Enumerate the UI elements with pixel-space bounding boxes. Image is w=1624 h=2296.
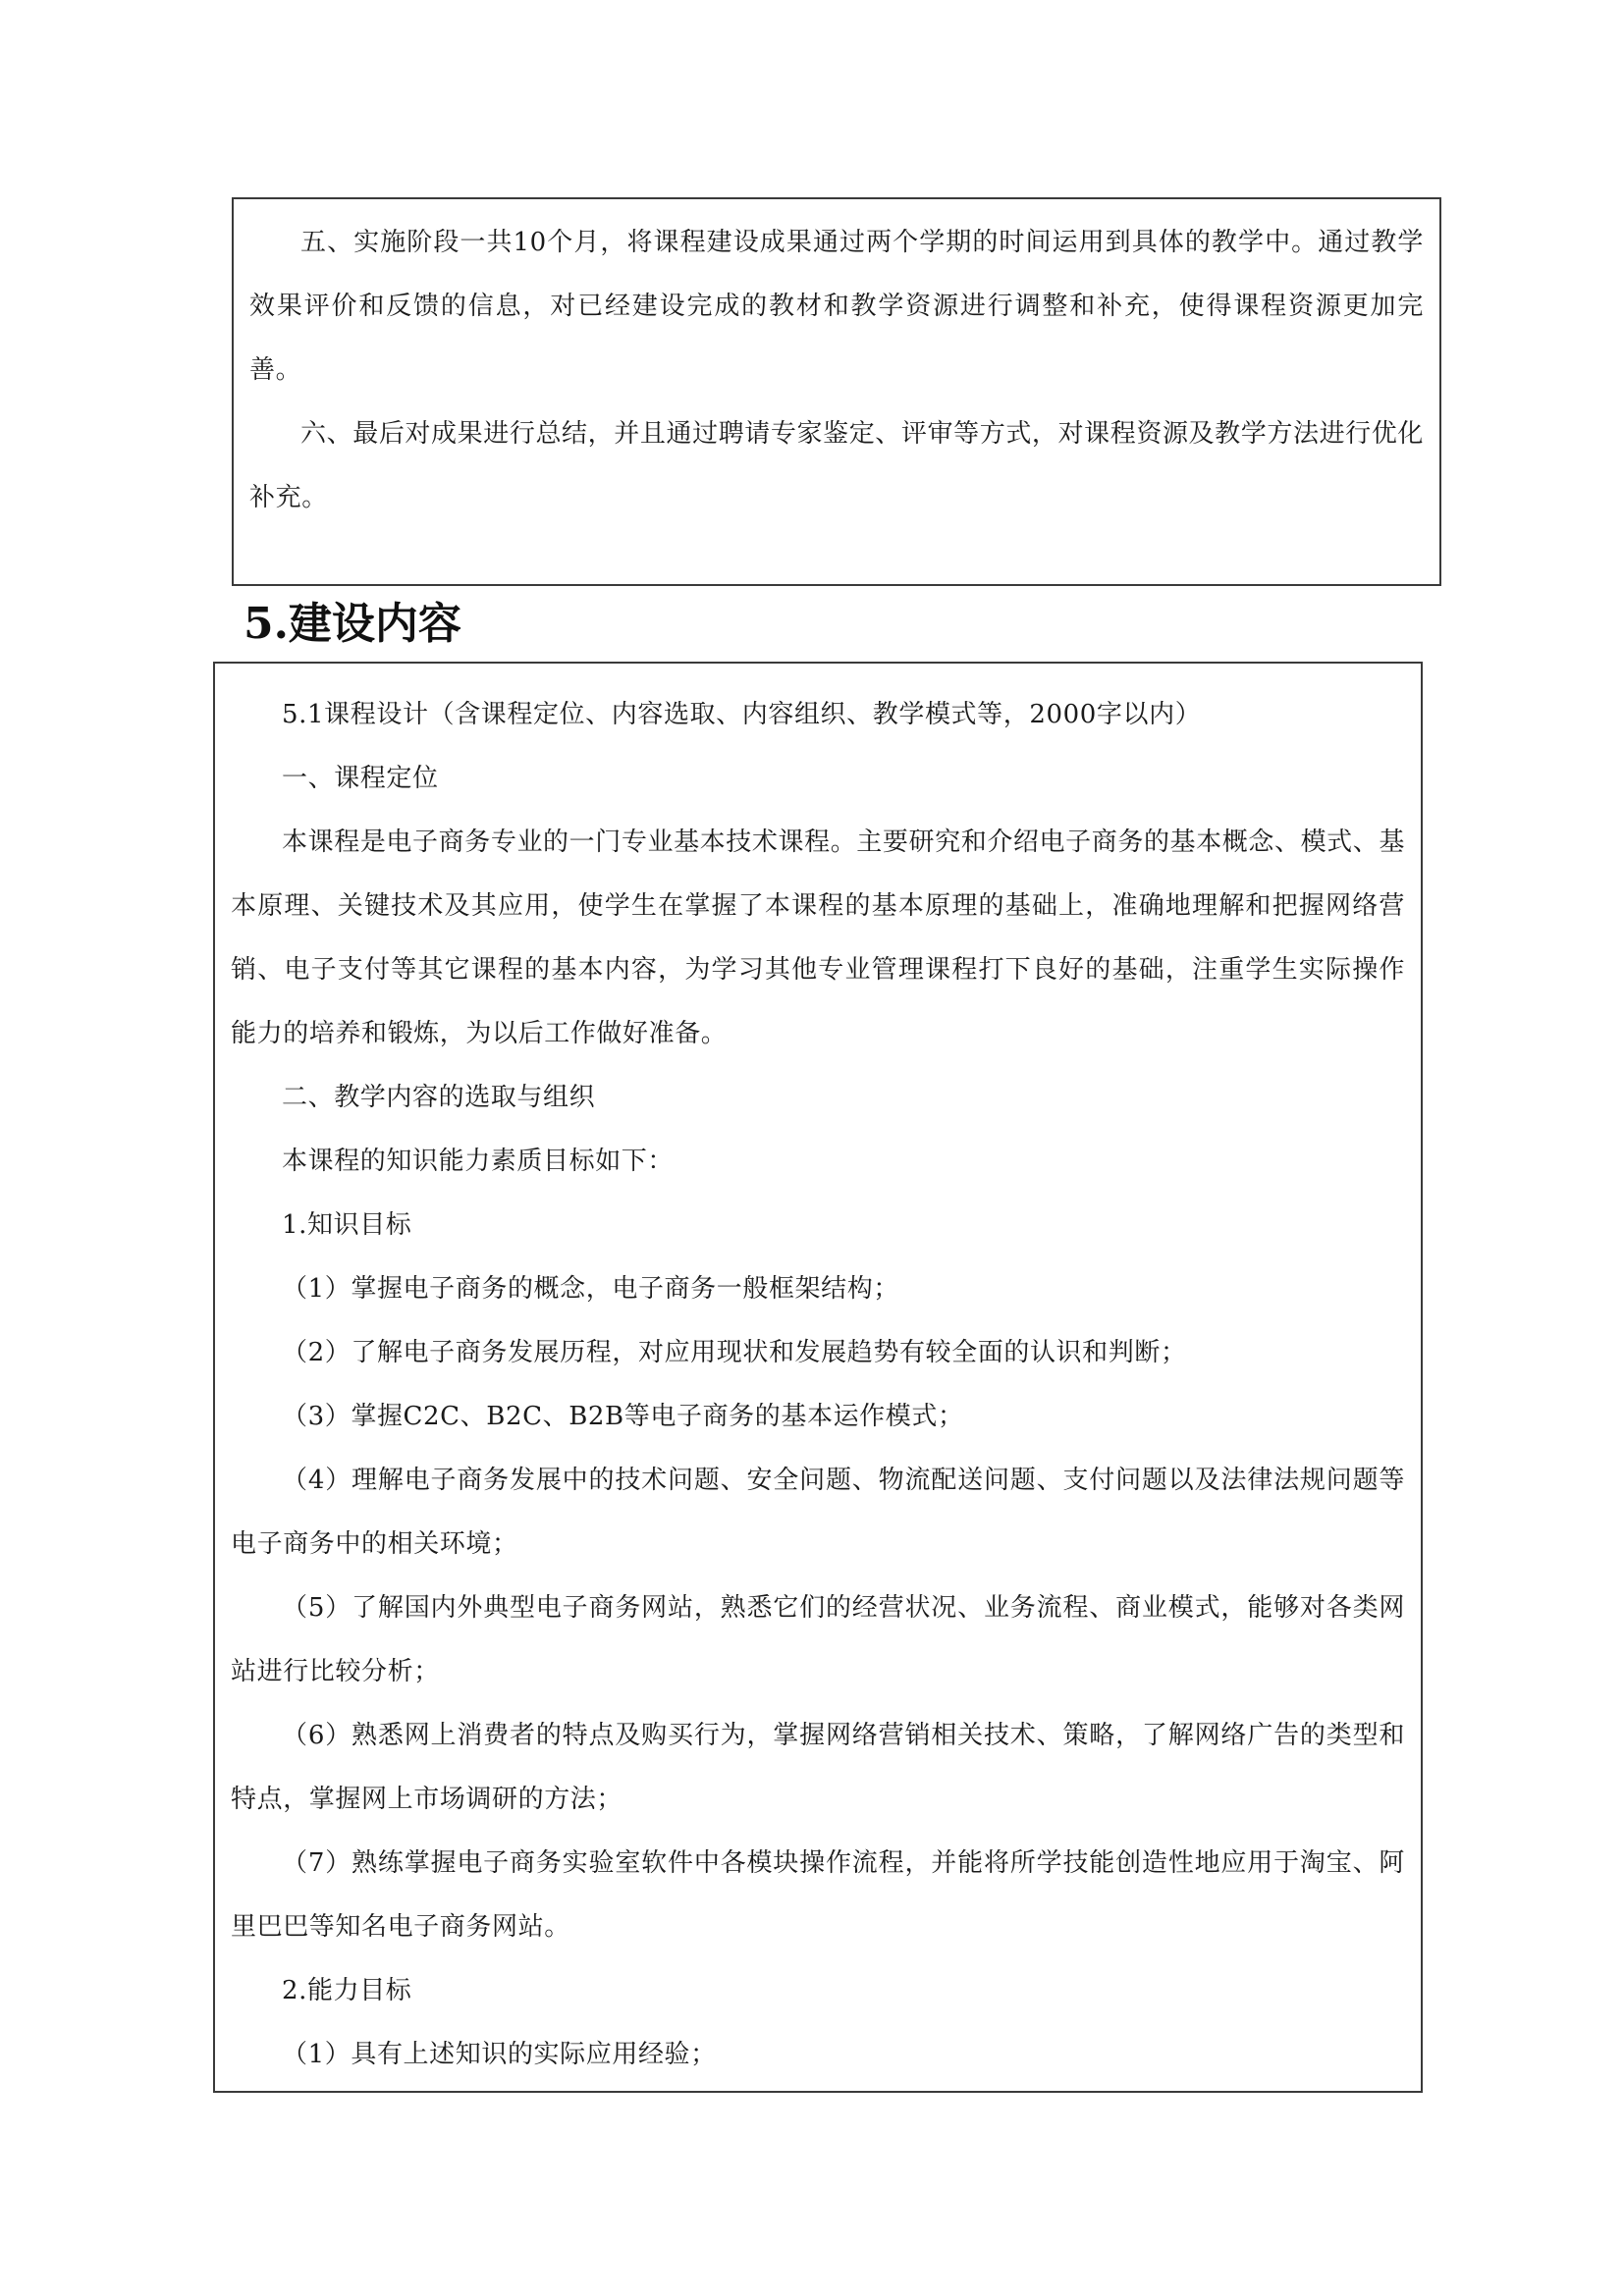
subsection-title: 5.1课程设计（含课程定位、内容选取、内容组织、教学模式等，2000字以内） xyxy=(282,700,1202,729)
list-item: （6）熟悉网上消费者的特点及购买行为，掌握网络营销相关技术、策略，了解网络广告的类型和特点，掌握网上市场调研的方法； xyxy=(231,1721,1405,1814)
heading-knowledge-goals: 1.知识目标 xyxy=(282,1210,412,1240)
section-heading: 5.建设内容 xyxy=(244,599,461,649)
heading-ability-goals: 2.能力目标 xyxy=(282,1976,412,2005)
implementation-text-box xyxy=(232,197,1441,586)
list-item: （4）理解电子商务发展中的技术问题、安全问题、物流配送问题、支付问题以及法律法规问题等电子商务中的相关环境； xyxy=(231,1466,1405,1559)
heading-content-selection: 二、教学内容的选取与组织 xyxy=(282,1083,596,1112)
paragraph-course-positioning: 本课程是电子商务专业的一门专业基本技术课程。主要研究和介绍电子商务的基本概念、模式、基本原理、关键技术及其应用，使学生在掌握了本课程的基本原理的基础上，准确地理解和把握网络营销、电子支付等其它课程的基本内容，为学习其他专业管理课程打下良好的基础，注重学生实际操作能力的培养和锻炼，为以后工作做好准备。 xyxy=(231,828,1405,1048)
list-item: （5）了解国内外典型电子商务网站，熟悉它们的经营状况、业务流程、商业模式，能够对各类网站进行比较分析； xyxy=(231,1593,1405,1686)
paragraph-goals-intro: 本课程的知识能力素质目标如下： xyxy=(282,1147,675,1176)
list-item: （7）熟练掌握电子商务实验室软件中各模块操作流程，并能将所学技能创造性地应用于淘宝、阿里巴巴等知名电子商务网站。 xyxy=(231,1848,1405,1942)
list-item: （1）掌握电子商务的概念，电子商务一般框架结构； xyxy=(282,1274,899,1304)
heading-course-positioning: 一、课程定位 xyxy=(282,764,439,793)
construction-content-box xyxy=(213,662,1423,2093)
list-item: （1）具有上述知识的实际应用经验； xyxy=(282,2040,717,2069)
list-item: （3）掌握C2C、B2C、B2B等电子商务的基本运作模式； xyxy=(282,1402,964,1431)
paragraph-phase-five: 五、实施阶段一共10个月，将课程建设成果通过两个学期的时间运用到具体的教学中。通过教学效果评价和反馈的信息，对已经建设完成的教材和教学资源进行调整和补充，使得课程资源更加完善。 xyxy=(249,228,1424,385)
list-item: （2）了解电子商务发展历程，对应用现状和发展趋势有较全面的认识和判断； xyxy=(282,1338,1187,1367)
paragraph-phase-six: 六、最后对成果进行总结，并且通过聘请专家鉴定、评审等方式，对课程资源及教学方法进行优化补充。 xyxy=(249,419,1424,512)
